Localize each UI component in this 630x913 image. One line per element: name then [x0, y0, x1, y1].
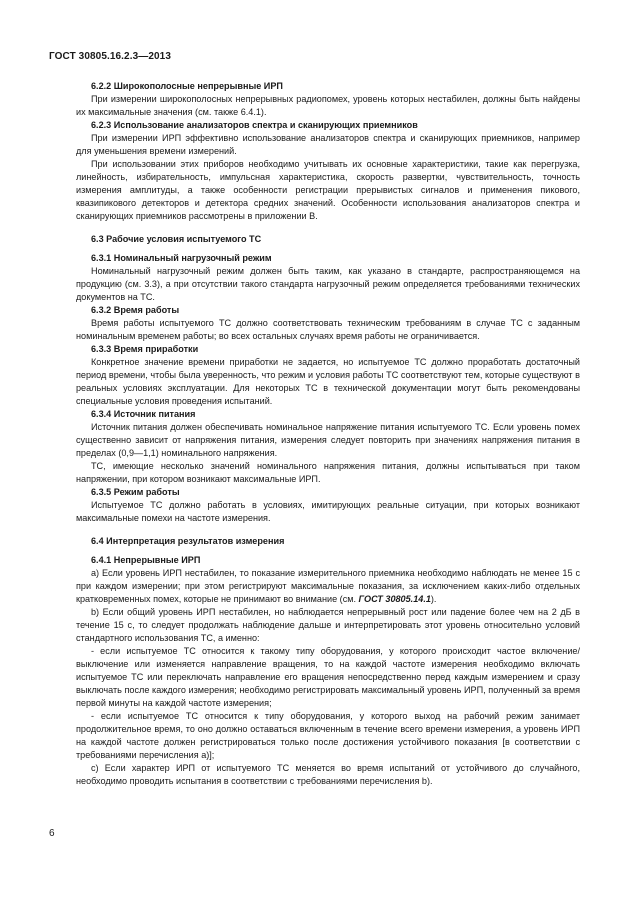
standard-reference: ГОСТ 30805.14.1 [358, 594, 431, 604]
heading-6-3-2: 6.3.2 Время работы [91, 305, 180, 315]
paragraph-item-a [76, 567, 580, 606]
heading-6-4-1: 6.4.1 Непрерывные ИРП [91, 555, 201, 565]
paragraph-dash-item: - если испытуемое ТС относится к такому типу оборудования, у которого происходит частое включение/выключение или изменяется направление вращения, то на каждой частоте измерения необходимо включать испытуемое ТС или переключать направление его вращения непосредственно перед каждым измерением и сразу выключать после каждого измерения; необходимо регистрировать максимальный уровень ИРП, полученный за время первой минуты на каждой частоте измерения; [76, 646, 580, 708]
heading-6-3-5: 6.3.5 Режим работы [91, 487, 180, 497]
heading-6-2-3: 6.2.3 Использование анализаторов спектра и сканирующих приемников [91, 120, 418, 130]
heading-6-2-2: 6.2.2 Широкополосные непрерывные ИРП [91, 81, 283, 91]
paragraph: Время работы испытуемого ТС должно соответствовать техническим требованиям в случае ТС с заданным номинальным временем работы; во всех остальных случаях время работы не ограничивается. [76, 318, 580, 341]
heading-6-3-4: 6.3.4 Источник питания [91, 409, 196, 419]
paragraph: Конкретное значение времени приработки не задается, но испытуемое ТС должно проработать достаточный период времени, чтобы была уверенность, что режим и условия работы ТС соответствуют тем, которые существуют в реальных условиях эксплуатации. Для некоторых ТС в технической документации могут быть рекомендованы специальные условия проведения испытаний. [76, 357, 580, 406]
paragraph-dash-item: - если испытуемое ТС относится к типу оборудования, у которого выход на рабочий режим занимает продолжительное время, то оно должно оставаться включенным в течение всего времени измерения, а уровень ИРП на каждой частоте должен регистрироваться только после достижения устойчивого показания [в соответствии с требованиями перечисления а)]; [76, 711, 580, 760]
paragraph-item-b: b) Если общий уровень ИРП нестабилен, но наблюдается непрерывный рост или падение более чем на 2 дБ в течение 15 с, то следует продолжать наблюдение дальше и интерпретировать этот уровень относительно условий стандартного использования ТС, а именно: [76, 607, 580, 643]
paragraph: Номинальный нагрузочный режим должен быть таким, как указано в стандарте, распространяющемся на продукцию (см. 3.3), а при отсутствии такого стандарта нагрузочный режим определяется требованиями технических документов на ТС. [76, 266, 580, 302]
page-number: 6 [49, 828, 55, 839]
paragraph: При измерении ИРП эффективно использование анализаторов спектра и сканирующих приемников, например для уменьшения времени измерений. [76, 133, 580, 156]
heading-6-3-3: 6.3.3 Время приработки [91, 344, 199, 354]
paragraph-item-c: c) Если характер ИРП от испытуемого ТС меняется во время испытаний от устойчивого до случайного, необходимо проводить испытания в соответствии с требованиями перечисления b). [76, 763, 580, 786]
heading-6-4: 6.4 Интерпретация результатов измерения [91, 536, 285, 546]
item-a-text: а) Если уровень ИРП нестабилен, то показание измерительного приемника необходимо наблюдать не менее 15 с при каждом измерении; при этом регистрируют максимальные показания, за исключением каких-либо отдельных кратковременных помех, которые не принимают во внимание (см. [76, 568, 580, 604]
heading-6-3-1: 6.3.1 Номинальный нагрузочный режим [91, 253, 272, 263]
paragraph: ТС, имеющие несколько значений номинального напряжения питания, должны испытываться при таком напряжении, при котором возникают максимальные ИРП. [76, 461, 580, 484]
document-header: ГОСТ 30805.16.2.3—2013 [49, 51, 172, 62]
paragraph: Испытуемое ТС должно работать в условиях, имитирующих реальные ситуации, при которых возникают максимальные помехи на частоте измерения. [76, 500, 580, 523]
page-body [76, 80, 580, 788]
paragraph: При использовании этих приборов необходимо учитывать их основные характеристики, такие как перегрузка, линейность, избирательность, импульсная характеристика, скорость развертки, чувствительность, точность измерения амплитуды, а также особенности регистрации прерывистых сигналов и применения пикового, квазипикового детекторов и детектора средних значений. Особенности использования анализаторов спектра и сканирующих приемников рассмотрены в приложении В. [76, 159, 580, 221]
heading-6-3: 6.3 Рабочие условия испытуемого ТС [91, 234, 262, 244]
item-a-end: ). [430, 594, 437, 604]
paragraph: Источник питания должен обеспечивать номинальное напряжение питания испытуемого ТС. Если уровень помех существенно зависит от напряжения питания, измерения следует повторить при значениях напряжения питания в пределах (0,9—1,1) номинального напряжения. [76, 422, 580, 458]
paragraph: При измерении широкополосных непрерывных радиопомех, уровень которых нестабилен, должны быть найдены их максимальные значения (см. также 6.4.1). [76, 94, 580, 117]
